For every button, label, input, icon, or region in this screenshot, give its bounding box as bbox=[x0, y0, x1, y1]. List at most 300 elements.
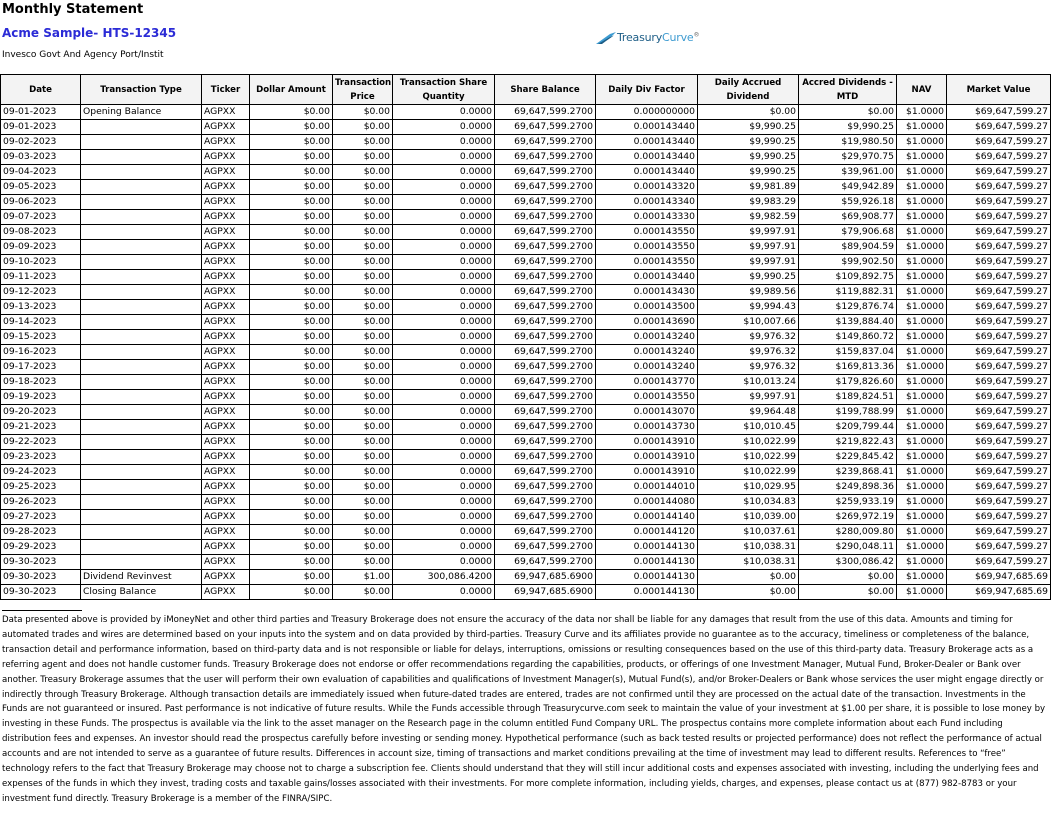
table-cell: 0.000143240 bbox=[596, 330, 698, 345]
table-cell: $1.0000 bbox=[897, 345, 947, 360]
column-header: Share Balance bbox=[495, 75, 596, 105]
curve-swoosh-icon bbox=[596, 32, 616, 44]
table-cell: 0.0000 bbox=[393, 285, 495, 300]
table-cell: $0.00 bbox=[333, 495, 393, 510]
table-cell bbox=[81, 180, 202, 195]
table-cell bbox=[81, 345, 202, 360]
table-cell: AGPXX bbox=[202, 585, 250, 600]
table-cell: 09-03-2023 bbox=[1, 150, 81, 165]
table-cell: $0.00 bbox=[333, 510, 393, 525]
table-cell: AGPXX bbox=[202, 555, 250, 570]
column-header: Daily Div Factor bbox=[596, 75, 698, 105]
table-cell: AGPXX bbox=[202, 480, 250, 495]
table-cell: 69,647,599.2700 bbox=[495, 450, 596, 465]
table-cell: $9,997.91 bbox=[698, 225, 799, 240]
table-cell: 69,647,599.2700 bbox=[495, 285, 596, 300]
table-row bbox=[1, 345, 1051, 360]
table-cell: 0.000143240 bbox=[596, 360, 698, 375]
table-cell: 09-18-2023 bbox=[1, 375, 81, 390]
table-cell: 0.000143550 bbox=[596, 225, 698, 240]
table-cell: 69,647,599.2700 bbox=[495, 375, 596, 390]
table-cell: Opening Balance bbox=[81, 105, 202, 120]
table-cell: $10,037.61 bbox=[698, 525, 799, 540]
table-cell: $0.00 bbox=[333, 375, 393, 390]
table-cell: 0.000143440 bbox=[596, 270, 698, 285]
table-cell: 0.000144120 bbox=[596, 525, 698, 540]
table-cell: $19,980.50 bbox=[799, 135, 897, 150]
table-cell: $0.00 bbox=[333, 165, 393, 180]
table-cell: 69,647,599.2700 bbox=[495, 180, 596, 195]
table-cell: $69,947,685.69 bbox=[947, 585, 1051, 600]
table-cell: 0.000143550 bbox=[596, 390, 698, 405]
table-cell: $0.00 bbox=[250, 375, 333, 390]
table-cell bbox=[81, 420, 202, 435]
table-cell: $69,647,599.27 bbox=[947, 480, 1051, 495]
table-cell: $1.0000 bbox=[897, 120, 947, 135]
table-cell: $0.00 bbox=[333, 465, 393, 480]
table-cell: 69,647,599.2700 bbox=[495, 330, 596, 345]
table-cell: 0.000144130 bbox=[596, 555, 698, 570]
table-row bbox=[1, 105, 1051, 120]
table-cell: 0.0000 bbox=[393, 180, 495, 195]
table-cell: AGPXX bbox=[202, 150, 250, 165]
treasurycurve-logo bbox=[596, 31, 699, 44]
table-cell: $0.00 bbox=[250, 525, 333, 540]
table-cell bbox=[81, 225, 202, 240]
table-cell bbox=[81, 495, 202, 510]
table-cell: AGPXX bbox=[202, 420, 250, 435]
table-cell: $0.00 bbox=[250, 480, 333, 495]
table-cell: $1.0000 bbox=[897, 375, 947, 390]
table-cell: $69,647,599.27 bbox=[947, 510, 1051, 525]
table-cell: 0.0000 bbox=[393, 210, 495, 225]
table-cell: $9,976.32 bbox=[698, 330, 799, 345]
table-cell: AGPXX bbox=[202, 465, 250, 480]
table-cell bbox=[81, 165, 202, 180]
fund-name: Invesco Govt And Agency Port/Instit bbox=[2, 50, 164, 60]
table-cell: $69,647,599.27 bbox=[947, 105, 1051, 120]
table-cell: 09-13-2023 bbox=[1, 300, 81, 315]
table-cell: AGPXX bbox=[202, 405, 250, 420]
table-cell: $1.0000 bbox=[897, 465, 947, 480]
table-cell: $0.00 bbox=[799, 570, 897, 585]
table-cell: $9,990.25 bbox=[698, 120, 799, 135]
table-cell: $69,647,599.27 bbox=[947, 150, 1051, 165]
table-cell: $0.00 bbox=[799, 105, 897, 120]
table-cell: $139,884.40 bbox=[799, 315, 897, 330]
table-header-row bbox=[1, 75, 1051, 105]
table-cell: 09-01-2023 bbox=[1, 105, 81, 120]
table-cell bbox=[81, 135, 202, 150]
table-cell: AGPXX bbox=[202, 450, 250, 465]
table-cell: $179,826.60 bbox=[799, 375, 897, 390]
table-cell: $0.00 bbox=[250, 450, 333, 465]
table-cell: $1.0000 bbox=[897, 255, 947, 270]
table-cell: AGPXX bbox=[202, 240, 250, 255]
table-cell: $0.00 bbox=[333, 255, 393, 270]
table-cell: $0.00 bbox=[333, 435, 393, 450]
table-cell: $0.00 bbox=[250, 510, 333, 525]
table-cell: $69,647,599.27 bbox=[947, 540, 1051, 555]
table-row bbox=[1, 570, 1051, 585]
table-cell: 0.0000 bbox=[393, 330, 495, 345]
table-cell: 0.0000 bbox=[393, 345, 495, 360]
table-cell: $0.00 bbox=[250, 240, 333, 255]
table-cell: AGPXX bbox=[202, 270, 250, 285]
table-cell: 69,647,599.2700 bbox=[495, 435, 596, 450]
column-header: NAV bbox=[897, 75, 947, 105]
table-cell: 09-06-2023 bbox=[1, 195, 81, 210]
table-cell: 09-23-2023 bbox=[1, 450, 81, 465]
table-cell bbox=[81, 300, 202, 315]
table-cell: $1.0000 bbox=[897, 390, 947, 405]
table-cell: 0.000144010 bbox=[596, 480, 698, 495]
table-cell: 0.000143440 bbox=[596, 150, 698, 165]
table-cell: $9,997.91 bbox=[698, 390, 799, 405]
table-cell: $1.0000 bbox=[897, 225, 947, 240]
table-cell: $10,022.99 bbox=[698, 450, 799, 465]
table-cell: $0.00 bbox=[333, 105, 393, 120]
table-cell: 09-08-2023 bbox=[1, 225, 81, 240]
table-cell: $0.00 bbox=[250, 570, 333, 585]
table-cell: $69,647,599.27 bbox=[947, 180, 1051, 195]
table-cell bbox=[81, 330, 202, 345]
table-cell: 0.0000 bbox=[393, 360, 495, 375]
table-cell: $1.0000 bbox=[897, 405, 947, 420]
table-cell bbox=[81, 540, 202, 555]
table-cell: $0.00 bbox=[333, 150, 393, 165]
table-cell: $1.0000 bbox=[897, 300, 947, 315]
table-cell: 09-11-2023 bbox=[1, 270, 81, 285]
table-cell: 0.000143910 bbox=[596, 450, 698, 465]
table-cell: AGPXX bbox=[202, 135, 250, 150]
table-cell: $9,983.29 bbox=[698, 195, 799, 210]
table-cell: 09-27-2023 bbox=[1, 510, 81, 525]
table-cell: $69,647,599.27 bbox=[947, 300, 1051, 315]
column-header: Transaction Type bbox=[81, 75, 202, 105]
table-cell: 09-04-2023 bbox=[1, 165, 81, 180]
table-cell: $1.0000 bbox=[897, 315, 947, 330]
table-cell: $69,647,599.27 bbox=[947, 270, 1051, 285]
table-cell: 09-26-2023 bbox=[1, 495, 81, 510]
table-cell: $9,990.25 bbox=[698, 150, 799, 165]
table-cell: $0.00 bbox=[333, 285, 393, 300]
table-cell: $1.0000 bbox=[897, 105, 947, 120]
table-cell: $0.00 bbox=[333, 240, 393, 255]
table-cell: 0.0000 bbox=[393, 315, 495, 330]
table-cell: $0.00 bbox=[333, 585, 393, 600]
table-cell: $0.00 bbox=[698, 585, 799, 600]
table-cell: AGPXX bbox=[202, 255, 250, 270]
table-cell: 0.000143440 bbox=[596, 165, 698, 180]
table-cell: 69,647,599.2700 bbox=[495, 255, 596, 270]
table-cell: $0.00 bbox=[333, 225, 393, 240]
table-cell: 0.000143550 bbox=[596, 255, 698, 270]
table-cell: 0.000143330 bbox=[596, 210, 698, 225]
table-row bbox=[1, 315, 1051, 330]
table-cell: $0.00 bbox=[250, 105, 333, 120]
table-cell: $0.00 bbox=[250, 255, 333, 270]
table-cell: $0.00 bbox=[333, 210, 393, 225]
table-cell: 09-30-2023 bbox=[1, 585, 81, 600]
table-cell: AGPXX bbox=[202, 195, 250, 210]
account-subtitle: Acme Sample- HTS-12345 bbox=[2, 26, 177, 40]
table-cell: $0.00 bbox=[250, 420, 333, 435]
table-cell: 69,647,599.2700 bbox=[495, 540, 596, 555]
table-row bbox=[1, 420, 1051, 435]
table-cell: $280,009.80 bbox=[799, 525, 897, 540]
table-cell: $290,048.11 bbox=[799, 540, 897, 555]
table-cell: 69,647,599.2700 bbox=[495, 420, 596, 435]
table-cell: AGPXX bbox=[202, 510, 250, 525]
table-cell: 09-21-2023 bbox=[1, 420, 81, 435]
table-cell: $0.00 bbox=[250, 465, 333, 480]
table-cell bbox=[81, 195, 202, 210]
column-header: Daily Accrued Dividend bbox=[698, 75, 799, 105]
table-row bbox=[1, 285, 1051, 300]
table-cell: $69,647,599.27 bbox=[947, 135, 1051, 150]
table-cell: $9,997.91 bbox=[698, 255, 799, 270]
table-cell: AGPXX bbox=[202, 330, 250, 345]
table-cell bbox=[81, 360, 202, 375]
table-cell: $0.00 bbox=[333, 555, 393, 570]
table-cell: $0.00 bbox=[250, 585, 333, 600]
table-cell: $0.00 bbox=[698, 570, 799, 585]
table-row bbox=[1, 255, 1051, 270]
table-cell: $9,997.91 bbox=[698, 240, 799, 255]
table-cell: $69,647,599.27 bbox=[947, 390, 1051, 405]
table-cell: $1.0000 bbox=[897, 495, 947, 510]
table-cell: 0.000143340 bbox=[596, 195, 698, 210]
table-row bbox=[1, 480, 1051, 495]
table-row bbox=[1, 300, 1051, 315]
table-cell: $69,647,599.27 bbox=[947, 465, 1051, 480]
table-cell: $0.00 bbox=[333, 315, 393, 330]
table-cell: $1.0000 bbox=[897, 270, 947, 285]
table-cell: 0.0000 bbox=[393, 585, 495, 600]
table-cell: 0.0000 bbox=[393, 510, 495, 525]
table-cell: 0.0000 bbox=[393, 195, 495, 210]
table-cell: 0.0000 bbox=[393, 420, 495, 435]
table-cell: $10,034.83 bbox=[698, 495, 799, 510]
table-cell: AGPXX bbox=[202, 120, 250, 135]
table-cell: $9,994.43 bbox=[698, 300, 799, 315]
table-cell bbox=[81, 405, 202, 420]
table-row bbox=[1, 165, 1051, 180]
table-row bbox=[1, 435, 1051, 450]
table-cell: 09-05-2023 bbox=[1, 180, 81, 195]
table-cell: 69,647,599.2700 bbox=[495, 480, 596, 495]
table-cell: $69,647,599.27 bbox=[947, 195, 1051, 210]
table-cell: $10,022.99 bbox=[698, 465, 799, 480]
table-cell: 69,647,599.2700 bbox=[495, 270, 596, 285]
table-cell: AGPXX bbox=[202, 105, 250, 120]
table-cell: 0.0000 bbox=[393, 255, 495, 270]
table-cell: $0.00 bbox=[250, 180, 333, 195]
table-cell: $0.00 bbox=[250, 540, 333, 555]
table-cell bbox=[81, 375, 202, 390]
table-cell: $239,868.41 bbox=[799, 465, 897, 480]
table-row bbox=[1, 120, 1051, 135]
table-row bbox=[1, 210, 1051, 225]
table-cell: $0.00 bbox=[250, 360, 333, 375]
table-cell: 0.000143730 bbox=[596, 420, 698, 435]
table-cell: 69,647,599.2700 bbox=[495, 120, 596, 135]
table-cell: 09-07-2023 bbox=[1, 210, 81, 225]
table-cell: $1.0000 bbox=[897, 525, 947, 540]
table-cell: $109,892.75 bbox=[799, 270, 897, 285]
table-cell: $1.0000 bbox=[897, 285, 947, 300]
table-cell: 0.0000 bbox=[393, 525, 495, 540]
table-cell: 69,647,599.2700 bbox=[495, 150, 596, 165]
table-cell: $259,933.19 bbox=[799, 495, 897, 510]
table-cell: $0.00 bbox=[250, 300, 333, 315]
table-cell: $0.00 bbox=[333, 420, 393, 435]
table-cell: 0.0000 bbox=[393, 495, 495, 510]
table-cell: AGPXX bbox=[202, 360, 250, 375]
table-row bbox=[1, 450, 1051, 465]
table-cell: 09-25-2023 bbox=[1, 480, 81, 495]
table-cell: 0.000143070 bbox=[596, 405, 698, 420]
table-cell: 0.0000 bbox=[393, 240, 495, 255]
table-cell: 0.0000 bbox=[393, 450, 495, 465]
table-row bbox=[1, 405, 1051, 420]
table-cell: $79,906.68 bbox=[799, 225, 897, 240]
table-row bbox=[1, 360, 1051, 375]
table-cell: 69,647,599.2700 bbox=[495, 405, 596, 420]
table-row bbox=[1, 585, 1051, 600]
table-cell: AGPXX bbox=[202, 225, 250, 240]
table-cell: $0.00 bbox=[250, 120, 333, 135]
table-cell: $10,022.99 bbox=[698, 435, 799, 450]
table-cell: 09-02-2023 bbox=[1, 135, 81, 150]
table-cell: 0.000144130 bbox=[596, 570, 698, 585]
table-row bbox=[1, 390, 1051, 405]
table-cell: AGPXX bbox=[202, 345, 250, 360]
table-cell: AGPXX bbox=[202, 180, 250, 195]
table-row bbox=[1, 465, 1051, 480]
table-cell: 69,647,599.2700 bbox=[495, 555, 596, 570]
table-cell: $0.00 bbox=[333, 345, 393, 360]
table-cell: 09-10-2023 bbox=[1, 255, 81, 270]
table-cell bbox=[81, 390, 202, 405]
table-cell: $69,647,599.27 bbox=[947, 330, 1051, 345]
table-cell: 09-30-2023 bbox=[1, 555, 81, 570]
table-cell: 0.000144140 bbox=[596, 510, 698, 525]
table-cell: $0.00 bbox=[250, 135, 333, 150]
table-cell: $9,976.32 bbox=[698, 345, 799, 360]
table-cell: Dividend Revinvest bbox=[81, 570, 202, 585]
table-cell: 69,647,599.2700 bbox=[495, 105, 596, 120]
table-row bbox=[1, 135, 1051, 150]
table-cell: $1.0000 bbox=[897, 150, 947, 165]
table-cell: $69,647,599.27 bbox=[947, 240, 1051, 255]
table-cell: 09-01-2023 bbox=[1, 120, 81, 135]
table-cell: 09-12-2023 bbox=[1, 285, 81, 300]
table-cell: $0.00 bbox=[250, 390, 333, 405]
table-cell: Closing Balance bbox=[81, 585, 202, 600]
table-cell: $0.00 bbox=[333, 540, 393, 555]
table-cell: $0.00 bbox=[799, 585, 897, 600]
disclaimer-text: Data presented above is provided by iMoneyNet and other third parties and Treasury Brokerage does not ensure the accuracy of the data nor shall be liable for any damages that result from the use of this data. Amounts and timing for automated trades and wires are determined based on your inputs into the system and on data provided by third-parties. Treasury Curve and its affiliates provide no guarantee as to the accuracy, timeliness or completeness of the balance, transaction detail and performance information, based on third-party data and is not responsible or liable for delays, interruptions, omissions or resulting consequences based on the use of this third-party data. Treasury Brokerage acts as a referring agent and does not handle customer funds. Treasury Brokerage does not endorse or offer recommendations regarding the capabilities, products, or offerings of one Investment Manager, Mutual Fund, Broker-Dealer or Bank over another. Treasury Brokerage assumes that the user will perform their own evaluation of capabilities and qualifications of Investment Manager(s), Mutual Fund(s), and/or Broker-Dealers or Bank whose services the user might engage directly or indirectly through Treasury Brokerage. Although transaction details are immediately issued when future-dated trades are entered, trades are not confirmed until they are processed on the actual date of the transaction. Investments in the Funds are not guaranteed or insured. Past performance is not indicative of future results. While the Funds accessible through Treasurycurve.com seek to maintain the value of your investment at $1.00 per share, it is possible to lose money by investing in these Funds. The prospectus is available via the link to the asset manager on the Research page in the column entitled Fund Company URL. The prospectus contains more complete information about each Fund including distribution fees and expenses. An investor should read the prospectus carefully before investing or sending money. Hypothetical performance (such as back tested results or projected performance) does not reflect the performance of actual accounts and are not intended to serve as a guarantee of future results. Differences in account size, timing of transactions and market conditions prevailing at the time of investment may lead to different results. References to “free” technology refers to the fact that Treasury Brokerage may choose not to charge a subscription fee. Clients should understand that they will still incur additional costs and expenses associated with investing, including the underlying fees and expenses of the funds in which they invest, trading costs and taxable gains/losses associated with their investments. For more complete information, including yields, charges, and expenses, please contact us at (877) 982-8783 or your investment fund directly. Treasury Brokerage is a member of the FINRA/SIPC. bbox=[2, 615, 1046, 804]
table-cell: 0.0000 bbox=[393, 480, 495, 495]
table-cell: 69,647,599.2700 bbox=[495, 345, 596, 360]
table-cell bbox=[81, 555, 202, 570]
table-cell: $69,647,599.27 bbox=[947, 435, 1051, 450]
table-cell: $1.0000 bbox=[897, 480, 947, 495]
table-cell: 69,947,685.6900 bbox=[495, 585, 596, 600]
table-cell: 09-14-2023 bbox=[1, 315, 81, 330]
table-cell: $1.0000 bbox=[897, 585, 947, 600]
table-cell: 0.0000 bbox=[393, 540, 495, 555]
table-row bbox=[1, 150, 1051, 165]
table-cell: 69,647,599.2700 bbox=[495, 210, 596, 225]
table-cell: $69,647,599.27 bbox=[947, 450, 1051, 465]
table-cell bbox=[81, 270, 202, 285]
table-cell: 69,647,599.2700 bbox=[495, 465, 596, 480]
table-cell bbox=[81, 465, 202, 480]
table-row bbox=[1, 330, 1051, 345]
table-cell: $269,972.19 bbox=[799, 510, 897, 525]
table-cell: $10,038.31 bbox=[698, 555, 799, 570]
table-cell: 69,647,599.2700 bbox=[495, 240, 596, 255]
table-cell: $69,908.77 bbox=[799, 210, 897, 225]
logo-wordmark: TreasuryCurve® bbox=[617, 31, 700, 44]
table-cell bbox=[81, 120, 202, 135]
table-cell: 0.000143320 bbox=[596, 180, 698, 195]
table-row bbox=[1, 540, 1051, 555]
column-header: Ticker bbox=[202, 75, 250, 105]
table-cell: 0.000144130 bbox=[596, 585, 698, 600]
table-cell: $229,845.42 bbox=[799, 450, 897, 465]
table-cell: 0.000143430 bbox=[596, 285, 698, 300]
table-cell: 09-16-2023 bbox=[1, 345, 81, 360]
table-cell: $69,647,599.27 bbox=[947, 375, 1051, 390]
table-cell: 69,647,599.2700 bbox=[495, 525, 596, 540]
table-cell: $1.0000 bbox=[897, 360, 947, 375]
table-cell: 09-09-2023 bbox=[1, 240, 81, 255]
table-cell: AGPXX bbox=[202, 210, 250, 225]
table-cell: 0.000144080 bbox=[596, 495, 698, 510]
table-cell: AGPXX bbox=[202, 390, 250, 405]
table-cell: $39,961.00 bbox=[799, 165, 897, 180]
table-cell: $0.00 bbox=[333, 525, 393, 540]
table-cell: 0.000143240 bbox=[596, 345, 698, 360]
table-cell: 0.000000000 bbox=[596, 105, 698, 120]
table-cell: $69,647,599.27 bbox=[947, 525, 1051, 540]
table-cell: $0.00 bbox=[250, 195, 333, 210]
table-cell: 69,647,599.2700 bbox=[495, 315, 596, 330]
table-cell: $9,990.25 bbox=[698, 165, 799, 180]
table-cell: 300,086.4200 bbox=[393, 570, 495, 585]
table-cell: $9,990.25 bbox=[698, 270, 799, 285]
table-cell: $29,970.75 bbox=[799, 150, 897, 165]
table-cell: 0.000143500 bbox=[596, 300, 698, 315]
table-cell: $0.00 bbox=[333, 450, 393, 465]
table-cell: $10,007.66 bbox=[698, 315, 799, 330]
table-cell: $1.0000 bbox=[897, 135, 947, 150]
table-cell: 09-22-2023 bbox=[1, 435, 81, 450]
table-cell: $0.00 bbox=[333, 480, 393, 495]
table-cell: $1.0000 bbox=[897, 180, 947, 195]
table-cell: $69,647,599.27 bbox=[947, 285, 1051, 300]
table-cell: $0.00 bbox=[250, 555, 333, 570]
table-cell bbox=[81, 435, 202, 450]
table-cell: $69,647,599.27 bbox=[947, 120, 1051, 135]
table-cell: $69,647,599.27 bbox=[947, 495, 1051, 510]
table-cell: 09-24-2023 bbox=[1, 465, 81, 480]
table-cell: 0.000143550 bbox=[596, 240, 698, 255]
